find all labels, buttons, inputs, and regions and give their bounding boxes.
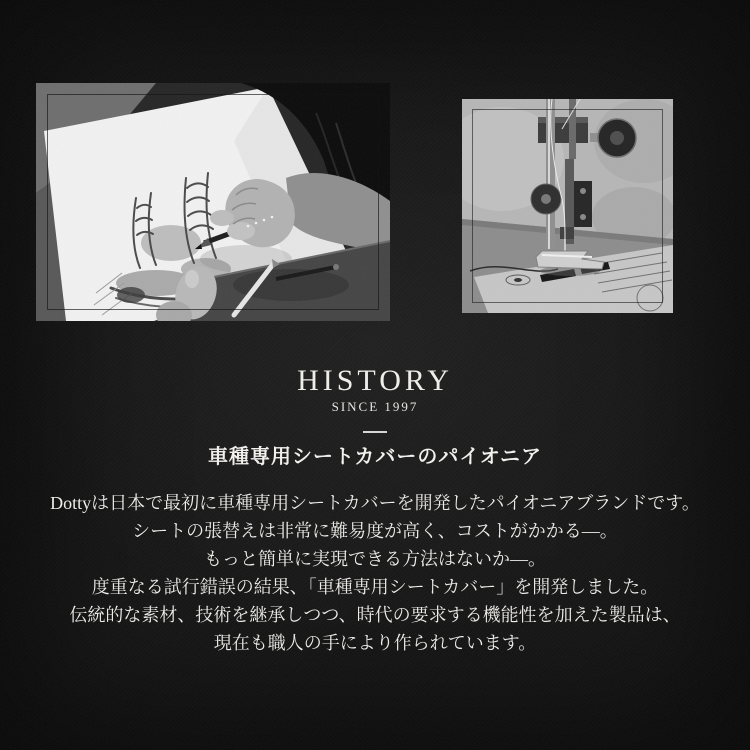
paragraph-line: もっと簡単に実現できる方法はないか―。 <box>204 549 546 569</box>
sketching-photo-illustration <box>36 83 390 321</box>
history-paragraph <box>0 489 750 657</box>
section-title: HISTORY <box>297 364 453 397</box>
section-heading-jp: 車種専用シートカバーのパイオニア <box>208 446 542 468</box>
divider-line <box>363 431 387 433</box>
paragraph-line: 現在も職人の手により作られています。 <box>213 633 537 653</box>
section-subtitle: SINCE 1997 <box>331 399 419 414</box>
paragraph-line: Dottyは日本で最初に車種専用シートカバーを開発したパイオニアブランドです。 <box>50 493 700 513</box>
paragraph-line: 伝統的な素材、技術を継承しつつ、時代の要求する機能性を加えた製品は、 <box>69 605 681 625</box>
sewing-machine-photo-illustration <box>462 99 673 313</box>
photo-sketching <box>36 83 390 321</box>
paragraph-line: シートの張替えは非常に難易度が高く、コストがかかる―。 <box>132 521 618 541</box>
photo-sewing-machine <box>462 99 673 313</box>
history-text-block <box>0 366 750 657</box>
paragraph-line: 度重なる試行錯誤の結果、「車種専用シートカバー」を開発しました。 <box>91 577 659 597</box>
